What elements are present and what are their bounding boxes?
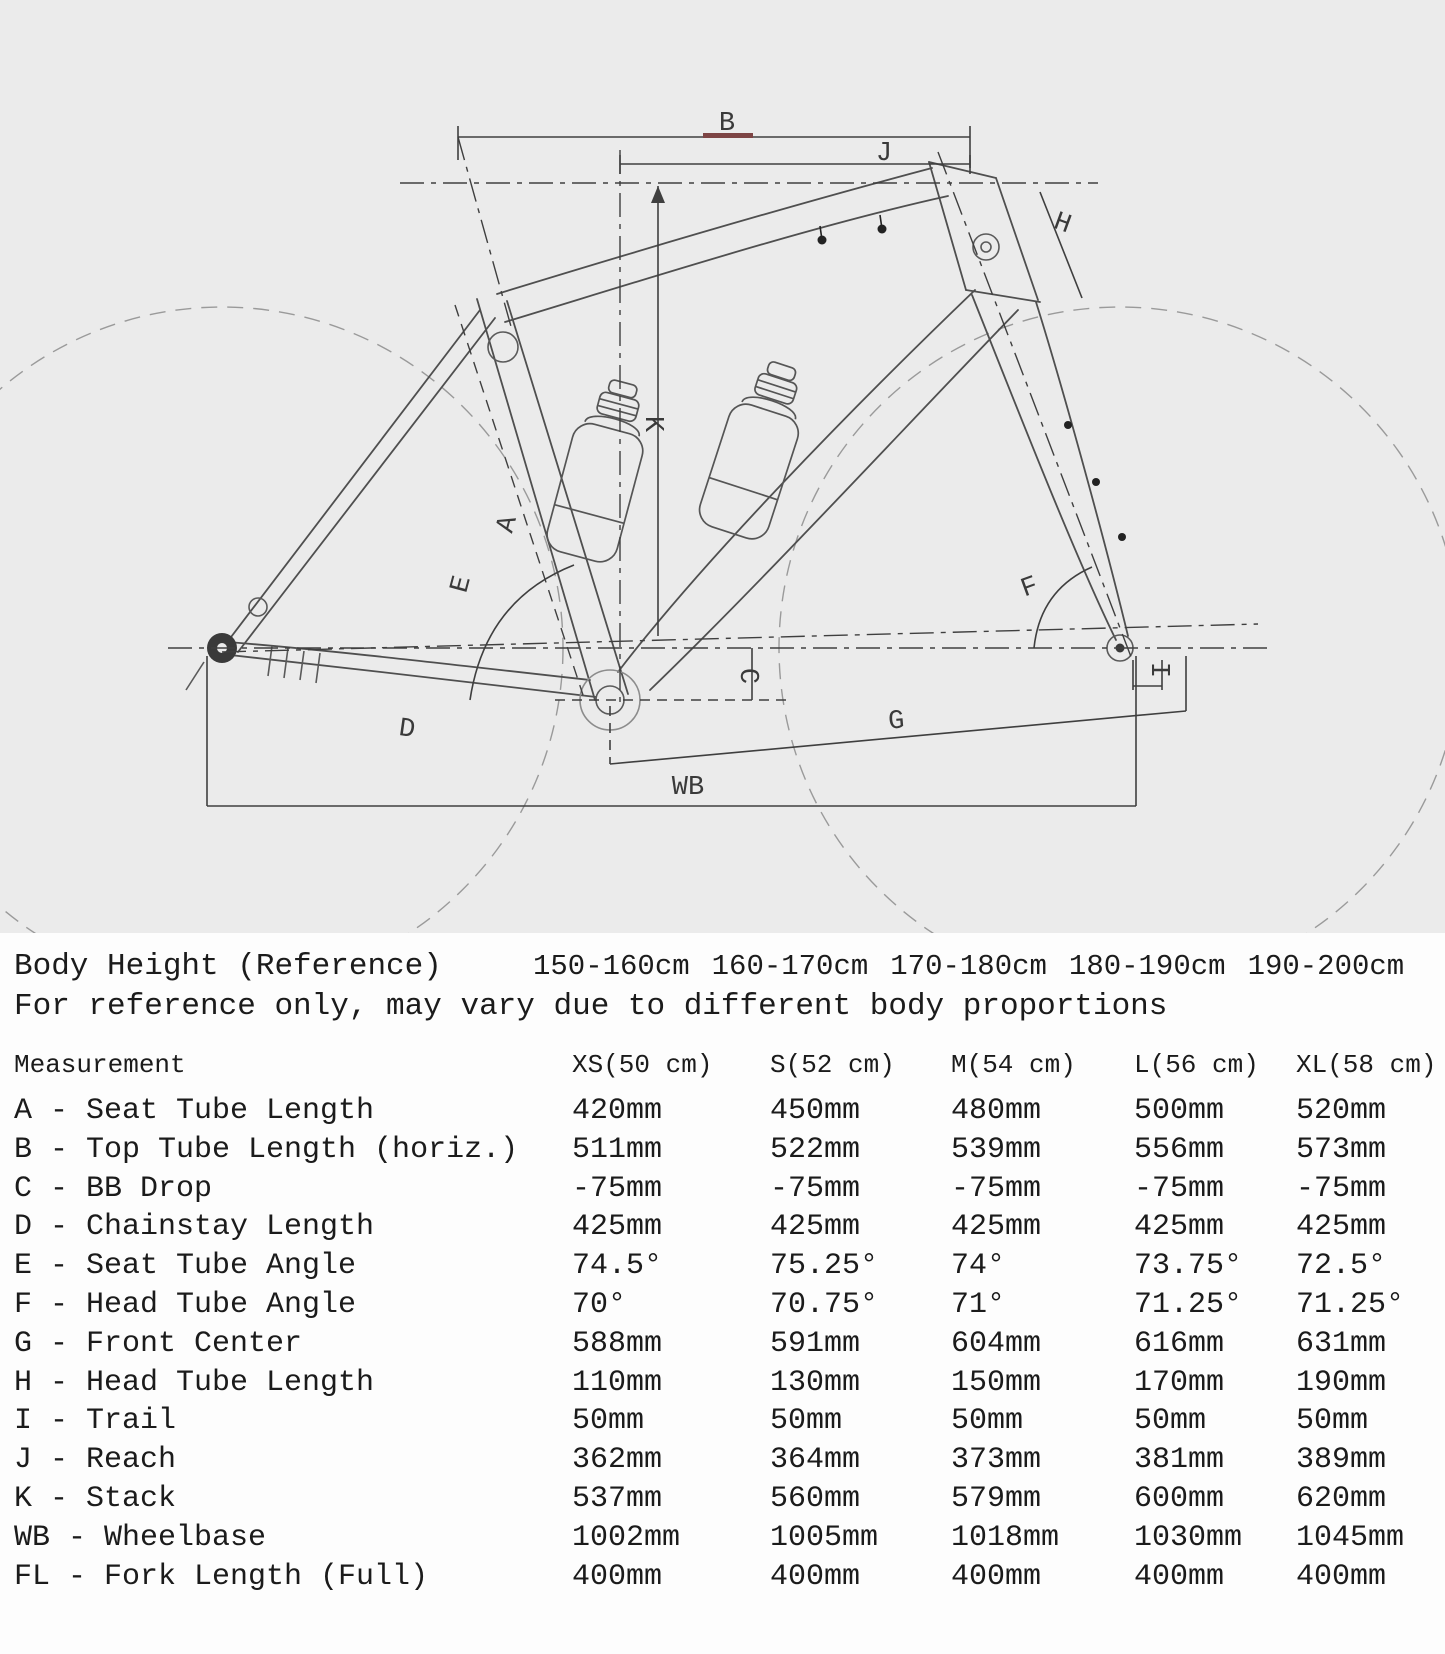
row-value-xl: 190mm: [1296, 1365, 1387, 1400]
row-value-l: 381mm: [1134, 1443, 1225, 1478]
row-value-xl: -75mm: [1296, 1171, 1387, 1206]
column-header-size-s: S(52 cm): [770, 1050, 895, 1080]
row-value-xs: 74.5°: [572, 1249, 663, 1284]
row-value-xl: 400mm: [1296, 1559, 1387, 1594]
row-value-l: 600mm: [1134, 1481, 1225, 1516]
geometry-table: [0, 1050, 1445, 1598]
dim-label-e: E: [445, 572, 479, 597]
row-value-m: 50mm: [951, 1404, 1024, 1439]
row-value-xs: 362mm: [572, 1443, 663, 1478]
row-label: E - Seat Tube Angle: [14, 1249, 357, 1284]
row-value-l: -75mm: [1134, 1171, 1225, 1206]
water-bottle-down-tube: [695, 354, 818, 544]
dim-label-j: J: [875, 139, 893, 169]
row-label: F - Head Tube Angle: [14, 1287, 357, 1322]
row-value-xl: 573mm: [1296, 1132, 1387, 1167]
dim-label-c: C: [732, 667, 762, 685]
row-value-xs: 511mm: [572, 1132, 663, 1167]
row-label: I - Trail: [14, 1404, 177, 1439]
row-value-m: 480mm: [951, 1094, 1042, 1128]
row-value-xs: 537mm: [572, 1481, 663, 1516]
row-value-xl: 50mm: [1296, 1404, 1369, 1439]
table-row: [0, 1172, 1445, 1211]
row-value-s: 560mm: [770, 1481, 861, 1516]
row-value-xs: 400mm: [572, 1559, 663, 1594]
table-header-row: [0, 1050, 1445, 1094]
row-label: K - Stack: [14, 1481, 177, 1516]
row-value-l: 50mm: [1134, 1404, 1207, 1439]
body-height-row: [14, 949, 1445, 984]
row-value-m: 579mm: [951, 1481, 1042, 1516]
row-value-m: -75mm: [951, 1171, 1042, 1206]
row-value-xs: 110mm: [572, 1365, 663, 1400]
row-value-xl: 620mm: [1296, 1481, 1387, 1516]
table-row: [0, 1443, 1445, 1482]
row-value-s: -75mm: [770, 1171, 861, 1206]
row-value-xl: 72.5°: [1296, 1249, 1387, 1284]
row-value-xs: 50mm: [572, 1404, 645, 1439]
row-value-m: 74°: [951, 1249, 1006, 1284]
row-value-s: 425mm: [770, 1210, 861, 1245]
body-height-range: 190-200cm: [1247, 950, 1405, 983]
row-value-s: 1005mm: [770, 1520, 879, 1555]
row-value-m: 1018mm: [951, 1520, 1060, 1555]
row-value-s: 591mm: [770, 1326, 861, 1361]
column-header-size-xl: XL(58 cm): [1296, 1050, 1437, 1080]
row-value-l: 425mm: [1134, 1210, 1225, 1245]
row-value-xs: 425mm: [572, 1210, 663, 1245]
row-value-xl: 71.25°: [1296, 1287, 1405, 1322]
dim-label-b: B: [718, 109, 736, 139]
row-label: D - Chainstay Length: [14, 1210, 375, 1245]
row-value-s: 50mm: [770, 1404, 843, 1439]
row-value-m: 604mm: [951, 1326, 1042, 1361]
dim-label-d: D: [396, 714, 417, 747]
frame-tubes: [228, 162, 1128, 700]
table-row: [0, 1560, 1445, 1599]
row-value-xl: 389mm: [1296, 1443, 1387, 1478]
table-row: [0, 1249, 1445, 1288]
row-value-xs: 1002mm: [572, 1520, 681, 1555]
wheel-outlines: [0, 307, 1445, 933]
row-value-m: 71°: [951, 1287, 1006, 1322]
column-header-size-m: M(54 cm): [951, 1050, 1076, 1080]
row-value-l: 170mm: [1134, 1365, 1225, 1400]
dim-label-wb: WB: [671, 773, 705, 803]
row-value-l: 556mm: [1134, 1132, 1225, 1167]
row-value-l: 400mm: [1134, 1559, 1225, 1594]
dim-label-a: A: [491, 512, 525, 537]
row-value-m: 539mm: [951, 1132, 1042, 1167]
row-value-m: 400mm: [951, 1559, 1042, 1594]
row-label: H - Head Tube Length: [14, 1365, 375, 1400]
row-label: C - BB Drop: [14, 1171, 213, 1206]
reference-lines: [168, 137, 1268, 706]
table-row: [0, 1094, 1445, 1133]
table-row: [0, 1521, 1445, 1560]
row-label: A - Seat Tube Length: [14, 1094, 375, 1128]
row-value-l: 1030mm: [1134, 1520, 1243, 1555]
table-row: [0, 1133, 1445, 1172]
spec-text-section: [0, 933, 1445, 1598]
row-value-s: 522mm: [770, 1132, 861, 1167]
row-value-xl: 520mm: [1296, 1094, 1387, 1128]
body-height-range: 160-170cm: [711, 950, 869, 983]
column-header-size-l: L(56 cm): [1134, 1050, 1259, 1080]
table-row: [0, 1288, 1445, 1327]
row-label: J - Reach: [14, 1443, 177, 1478]
row-value-xs: 70°: [572, 1287, 627, 1322]
row-value-m: 373mm: [951, 1443, 1042, 1478]
table-row: [0, 1210, 1445, 1249]
row-label: B - Top Tube Length (horiz.): [14, 1132, 519, 1167]
row-value-xs: -75mm: [572, 1171, 663, 1206]
table-row: [0, 1366, 1445, 1405]
table-rows: [0, 1094, 1445, 1598]
dim-label-f: F: [1017, 571, 1043, 606]
row-value-l: 71.25°: [1134, 1287, 1243, 1322]
column-header-size-xs: XS(50 cm): [572, 1050, 713, 1080]
row-value-s: 130mm: [770, 1365, 861, 1400]
dim-label-h: H: [1049, 207, 1075, 242]
body-height-title: Body Height (Reference): [14, 949, 442, 984]
table-row: [0, 1327, 1445, 1366]
row-value-s: 450mm: [770, 1094, 861, 1128]
row-value-xs: 420mm: [572, 1094, 663, 1128]
body-height-range: 150-160cm: [533, 950, 690, 983]
row-label: WB - Wheelbase: [14, 1520, 267, 1555]
reference-note: For reference only, may vary due to different body proportions: [14, 989, 1168, 1024]
dimension-lines: [207, 126, 1186, 806]
row-value-l: 500mm: [1134, 1094, 1225, 1128]
row-value-l: 73.75°: [1134, 1249, 1243, 1284]
dim-label-i: I: [1143, 661, 1173, 679]
row-value-s: 70.75°: [770, 1287, 879, 1322]
table-row: [0, 1482, 1445, 1521]
row-value-s: 364mm: [770, 1443, 861, 1478]
row-value-s: 75.25°: [770, 1249, 879, 1284]
column-header-measurement: Measurement: [14, 1050, 186, 1080]
body-height-range: 180-190cm: [1068, 950, 1226, 983]
row-value-m: 150mm: [951, 1365, 1042, 1400]
row-label: FL - Fork Length (Full): [14, 1559, 429, 1594]
dimension-labels: [397, 109, 1173, 803]
dim-label-g: G: [887, 706, 906, 738]
row-value-xs: 588mm: [572, 1326, 663, 1361]
water-bottle-seat-tube: [543, 373, 659, 566]
row-value-xl: 631mm: [1296, 1326, 1387, 1361]
row-value-s: 400mm: [770, 1559, 861, 1594]
dim-label-k: K: [637, 415, 667, 433]
row-label: G - Front Center: [14, 1326, 303, 1361]
row-value-xl: 425mm: [1296, 1210, 1387, 1245]
table-row: [0, 1404, 1445, 1443]
row-value-xl: 1045mm: [1296, 1520, 1405, 1555]
body-height-range: 170-180cm: [890, 950, 1047, 983]
row-value-m: 425mm: [951, 1210, 1042, 1245]
row-value-l: 616mm: [1134, 1326, 1225, 1361]
